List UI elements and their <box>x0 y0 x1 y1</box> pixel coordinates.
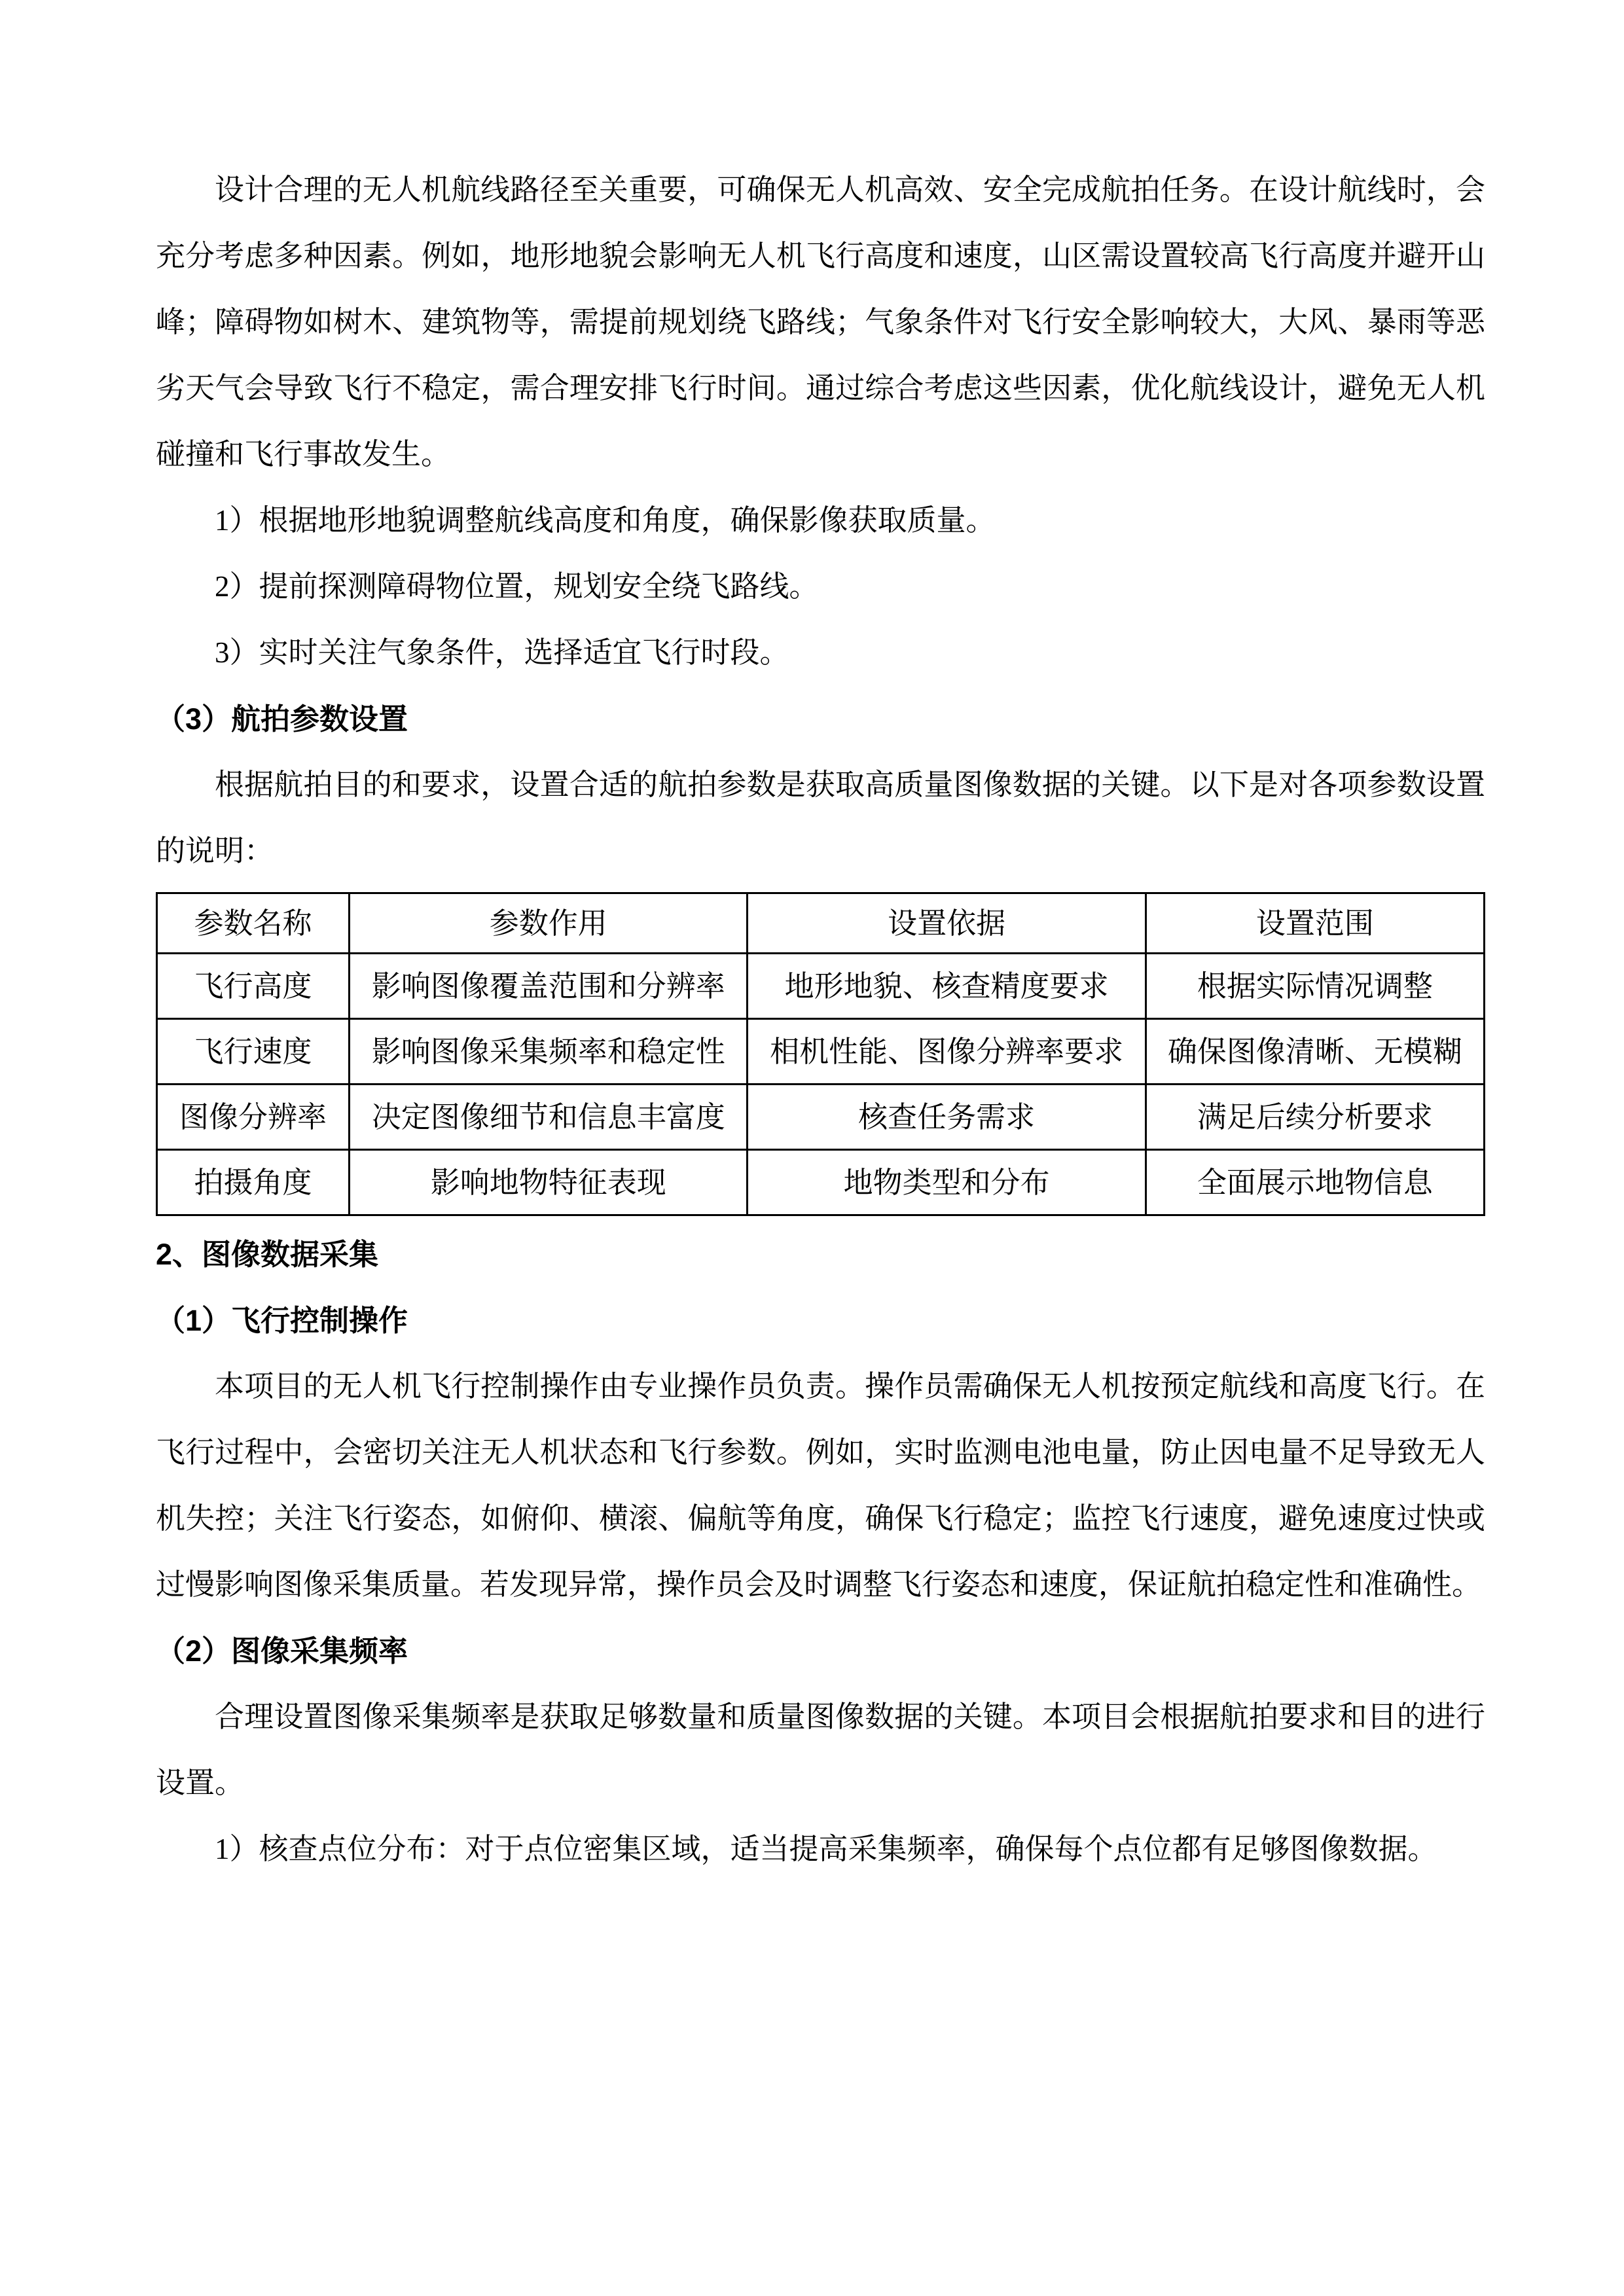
paragraph-flight-control: 本项目的无人机飞行控制操作由专业操作员负责。操作员需确保无人机按预定航线和高度飞行。在飞行过程中，会密切关注无人机状态和飞行参数。例如，实时监测电池电量，防止因电量不足导致无人机失控；关注飞行姿态，如俯仰、横滚、偏航等角度，确保飞行稳定；监控飞行速度，避免速度过快或过慢影响图像采集质量。若发现异常，操作员会及时调整飞行姿态和速度，保证航拍稳定性和准确性。 <box>156 1370 1485 1601</box>
table-row-shooting-angle <box>157 1150 1485 1215</box>
list-item-point-distribution: 1）核查点位分布：对于点位密集区域，适当提高采集频率，确保每个点位都有足够图像数据。 <box>215 1833 1437 1865</box>
table-cell: 地物类型和分布 <box>748 1150 1146 1215</box>
heading-aerial-params: （3）航拍参数设置 <box>156 702 408 736</box>
table-header-cell-setting-range: 设置范围 <box>1146 893 1484 954</box>
table-cell: 图像分辨率 <box>157 1085 350 1150</box>
table-cell: 飞行速度 <box>157 1019 350 1085</box>
table-cell: 满足后续分析要求 <box>1146 1085 1484 1150</box>
table-row-flight-speed <box>157 1019 1485 1085</box>
table-cell: 确保图像清晰、无模糊 <box>1146 1019 1484 1085</box>
table-cell: 影响图像覆盖范围和分辨率 <box>350 954 748 1019</box>
table-cell: 影响地物特征表现 <box>350 1150 748 1215</box>
list-item-weather-watch: 3）实时关注气象条件，选择适宜飞行时段。 <box>215 636 789 669</box>
table-row-image-resolution <box>157 1085 1485 1150</box>
table-header-cell-param-name: 参数名称 <box>157 893 350 954</box>
paragraph-collection-frequency: 合理设置图像采集频率是获取足够数量和质量图像数据的关键。本项目会根据航拍要求和目的进行设置。 <box>156 1700 1485 1799</box>
table-cell: 根据实际情况调整 <box>1146 954 1484 1019</box>
heading-collection-frequency: （2）图像采集频率 <box>156 1634 408 1668</box>
params-table <box>156 892 1485 1216</box>
table-cell: 相机性能、图像分辨率要求 <box>748 1019 1146 1085</box>
table-cell: 地形地貌、核查精度要求 <box>748 954 1146 1019</box>
paragraph-route-design: 设计合理的无人机航线路径至关重要，可确保无人机高效、安全完成航拍任务。在设计航线时，会充分考虑多种因素。例如，地形地貌会影响无人机飞行高度和速度，山区需设置较高飞行高度并避开山峰；障碍物如树木、建筑物等，需提前规划绕飞路线；气象条件对飞行安全影响较大，大风、暴雨等恶劣天气会导致飞行不稳定，需合理安排飞行时间。通过综合考虑这些因素，优化航线设计，避免无人机碰撞和飞行事故发生。 <box>156 173 1485 471</box>
table-cell: 决定图像细节和信息丰富度 <box>350 1085 748 1150</box>
table-cell: 飞行高度 <box>157 954 350 1019</box>
table-cell: 全面展示地物信息 <box>1146 1150 1484 1215</box>
table-header-cell-setting-basis: 设置依据 <box>748 893 1146 954</box>
table-row-flight-height <box>157 954 1485 1019</box>
paragraph-params-intro: 根据航拍目的和要求，设置合适的航拍参数是获取高质量图像数据的关键。以下是对各项参数设置的说明： <box>156 768 1485 867</box>
table-cell: 影响图像采集频率和稳定性 <box>350 1019 748 1085</box>
heading-flight-control: （1）飞行控制操作 <box>156 1304 408 1337</box>
table-cell: 拍摄角度 <box>157 1150 350 1215</box>
table-header-row <box>157 893 1485 954</box>
table-cell: 核查任务需求 <box>748 1085 1146 1150</box>
list-item-terrain-adjust: 1）根据地形地貌调整航线高度和角度，确保影像获取质量。 <box>215 504 996 537</box>
list-item-obstacle-detect: 2）提前探测障碍物位置，规划安全绕飞路线。 <box>215 570 819 603</box>
heading-image-data-collection: 2、图像数据采集 <box>156 1238 379 1271</box>
table-header-cell-param-role: 参数作用 <box>350 893 748 954</box>
